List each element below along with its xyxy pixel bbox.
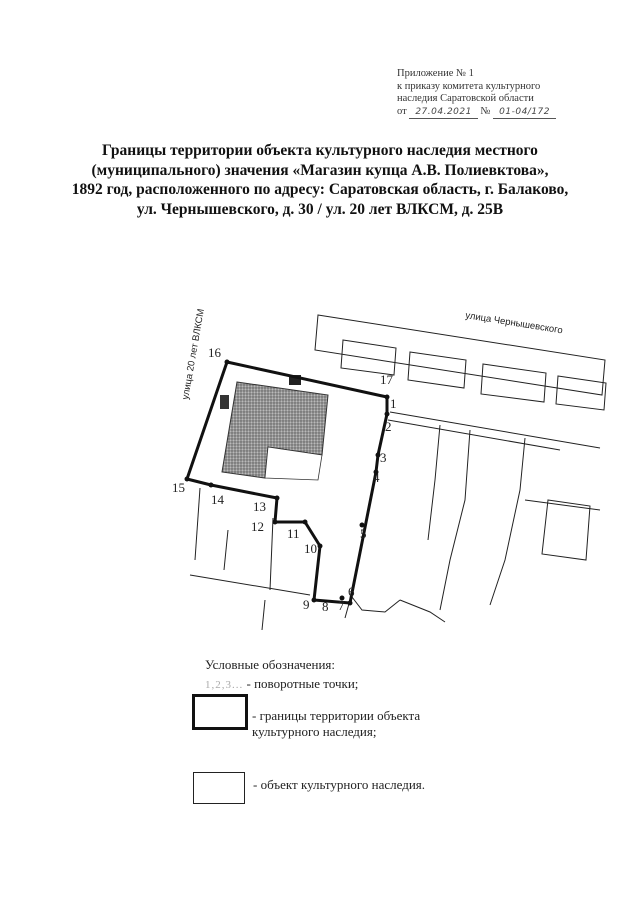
turning-point	[348, 601, 353, 606]
turning-point	[225, 360, 230, 365]
title-line-2: (муниципального) значения «Магазин купца А.В. Полиевктова»,	[91, 161, 549, 179]
appendix-number: 01-04/172	[493, 106, 556, 120]
neighbor-lot-line	[195, 488, 200, 560]
neighbor-lot-line	[388, 420, 560, 450]
title-line-3: 1892 год, расположенного по адресу: Саратовская область, г. Балаково,	[71, 181, 569, 198]
legend-object-text: - объект культурного наследия.	[253, 777, 426, 792]
neighbor-building	[481, 364, 546, 402]
appendix-date: 27.04.2021	[409, 106, 478, 120]
neighbor-lot-line	[224, 530, 228, 570]
neighbor-lot-line	[352, 597, 400, 612]
point-label-3: 3	[380, 450, 387, 465]
point-label-11: 11	[287, 526, 300, 541]
point-labels	[172, 345, 397, 614]
point-label-9: 9	[303, 597, 310, 612]
street-label-chernyshevskogo: улица Чернышевского	[464, 310, 564, 337]
turning-point	[318, 544, 323, 549]
legend-points-label: - поворотные точки;	[246, 676, 359, 691]
small-annex-left	[220, 395, 229, 409]
point-label-10: 10	[304, 541, 317, 556]
turning-point	[209, 483, 214, 488]
title-line-4: ул. Чернышевского, д. 30 / ул. 20 лет ВЛКСМ, д. 25В	[136, 200, 504, 218]
neighbor-lot-line	[262, 600, 265, 630]
legend-points-row	[205, 676, 358, 692]
point-label-16: 16	[208, 345, 221, 360]
point-label-1: 1	[390, 396, 397, 411]
turning-point	[275, 496, 280, 501]
neighbor-lot-line	[400, 600, 445, 622]
point-label-7: 7	[338, 598, 345, 613]
neighbor-building	[341, 340, 396, 375]
point-label-8: 8	[322, 599, 329, 614]
legend-boundary-swatch	[192, 694, 248, 730]
point-label-4: 4	[373, 470, 380, 485]
point-label-17: 17	[380, 372, 393, 387]
legend-boundary-line-1: - границы территории объекта	[252, 708, 421, 723]
neighbor-lot-line	[525, 500, 600, 510]
neighbor-lot-line	[270, 518, 273, 590]
legend-boundary-line-2: культурного наследия;	[252, 724, 377, 739]
turning-point	[385, 412, 390, 417]
appendix-number-label: №	[480, 105, 491, 117]
point-label-5: 5	[360, 526, 367, 541]
neighbor-building	[556, 376, 606, 410]
appendix-line-1: Приложение № 1	[397, 68, 474, 79]
neighbor-lot-line	[390, 412, 600, 448]
legend-object-swatch	[193, 772, 245, 804]
neighbor-lot-line	[428, 425, 440, 540]
appendix-line-2: к приказу комитета культурного	[397, 80, 541, 92]
point-label-12: 12	[251, 519, 264, 534]
point-label-14: 14	[211, 492, 224, 507]
point-label-13: 13	[253, 499, 266, 514]
turning-point	[273, 520, 278, 525]
turning-point	[303, 520, 308, 525]
appendix-from-label: от	[397, 105, 407, 117]
point-label-6: 6	[348, 584, 355, 599]
neighbor-lot-line	[490, 438, 525, 605]
title-line-1: Границы территории объекта культурного наследия местного	[102, 142, 538, 159]
turning-point	[385, 395, 390, 400]
street-label-20-let-vlksm: улица 20 лет ВЛКСМ	[180, 307, 207, 401]
legend-boundary-text	[252, 708, 462, 740]
legend-points-sample: 1,2,3...	[205, 679, 244, 691]
turning-point	[185, 477, 190, 482]
point-label-15: 15	[172, 480, 185, 495]
point-label-2: 2	[385, 419, 392, 434]
turning-point	[312, 598, 317, 603]
neighbor-building	[542, 500, 590, 560]
neighbor-lot-line	[440, 430, 470, 610]
neighbor-lot-line	[190, 575, 310, 595]
neighbor-building	[408, 352, 466, 388]
appendix-line-3: наследия Саратовской области	[397, 93, 534, 104]
legend-heading: Условные обозначения:	[205, 657, 336, 672]
